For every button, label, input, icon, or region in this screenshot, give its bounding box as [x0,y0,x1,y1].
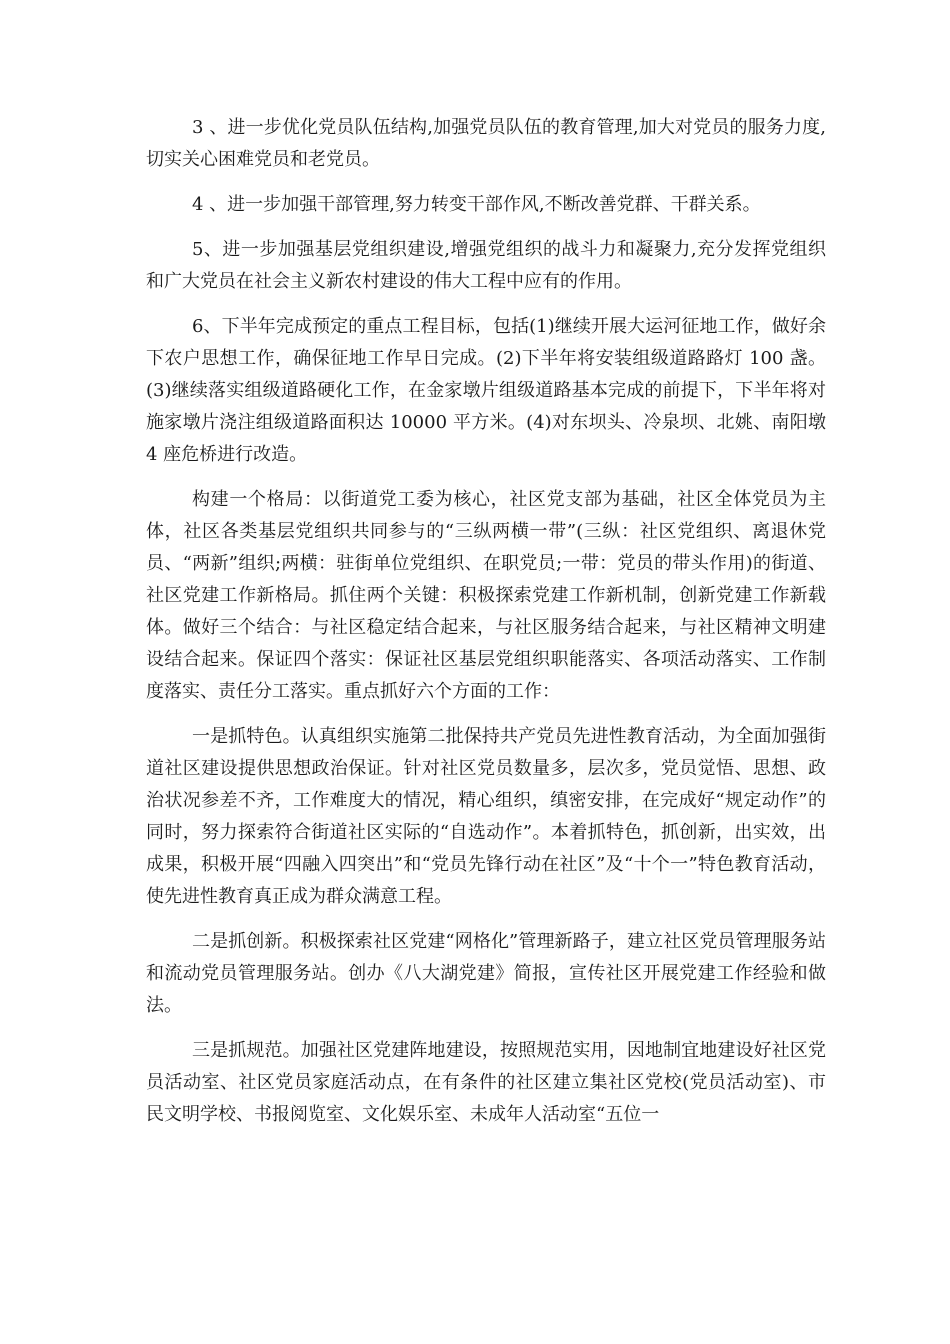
paragraph-item-4: 4 、进一步加强干部管理,努力转变干部作风,不断改善党群、干群关系。 [192,194,761,215]
paragraph-item-6: 6、下半年完成预定的重点工程目标，包括(1)继续开展大运河征地工作，做好余下农户思想工作，确保征地工作早日完成。(2)下半年将安装组级道路路灯 100 盏。(3)继续落实组级道路硬化工作，在金家墩片组级道路基本完成的前提下，下半年将对施家墩片浇注组级道路面积达 10000 平方米。(4)对东坝头、冷泉坝、北姚、南阳墩 4 座危桥进行改造。 [146,316,826,465]
paragraph-innovation: 二是抓创新。积极探索社区党建“网格化”管理新路子，建立社区党员管理服务站和流动党员管理服务站。创办《八大湖党建》简报，宣传社区开展党建工作经验和做法。 [146,931,826,1016]
paragraph-item-5: 5、进一步加强基层党组织建设,增强党组织的战斗力和凝聚力,充分发挥党组织和广大党员在社会主义新农村建设的伟大工程中应有的作用。 [146,239,826,292]
document-page [146,112,826,1144]
paragraph-characteristics: 一是抓特色。认真组织实施第二批保持共产党员先进性教育活动，为全面加强街道社区建设提供思想政治保证。针对社区党员数量多，层次多，党员觉悟、思想、政治状况参差不齐，工作难度大的情况，精心组织，缜密安排，在完成好“规定动作”的同时，努力探索符合街道社区实际的“自选动作”。本着抓特色，抓创新，出实效，出成果，积极开展“四融入四突出”和“党员先锋行动在社区”及“十个一”特色教育活动，使先进性教育真正成为群众满意工程。 [146,726,826,907]
paragraph-standardization: 三是抓规范。加强社区党建阵地建设，按照规范实用，因地制宜地建设好社区党员活动室、社区党员家庭活动点，在有条件的社区建立集社区党校(党员活动室)、市民文明学校、书报阅览室、文化娱乐室、未成年人活动室“五位一 [146,1040,826,1125]
paragraph-framework: 构建一个格局：以街道党工委为核心，社区党支部为基础，社区全体党员为主体，社区各类基层党组织共同参与的“三纵两横一带”(三纵：社区党组织、离退休党员、“两新”组织;两横：驻街单位党组织、在职党员;一带：党员的带头作用)的街道、社区党建工作新格局。抓住两个关键：积极探索党建工作新机制，创新党建工作新载体。做好三个结合：与社区稳定结合起来，与社区服务结合起来，与社区精神文明建设结合起来。保证四个落实：保证社区基层党组织职能落实、各项活动落实、工作制度落实、责任分工落实。重点抓好六个方面的工作： [146,489,826,702]
paragraph-item-3: 3 、进一步优化党员队伍结构,加强党员队伍的教育管理,加大对党员的服务力度,切实关心困难党员和老党员。 [146,117,826,170]
